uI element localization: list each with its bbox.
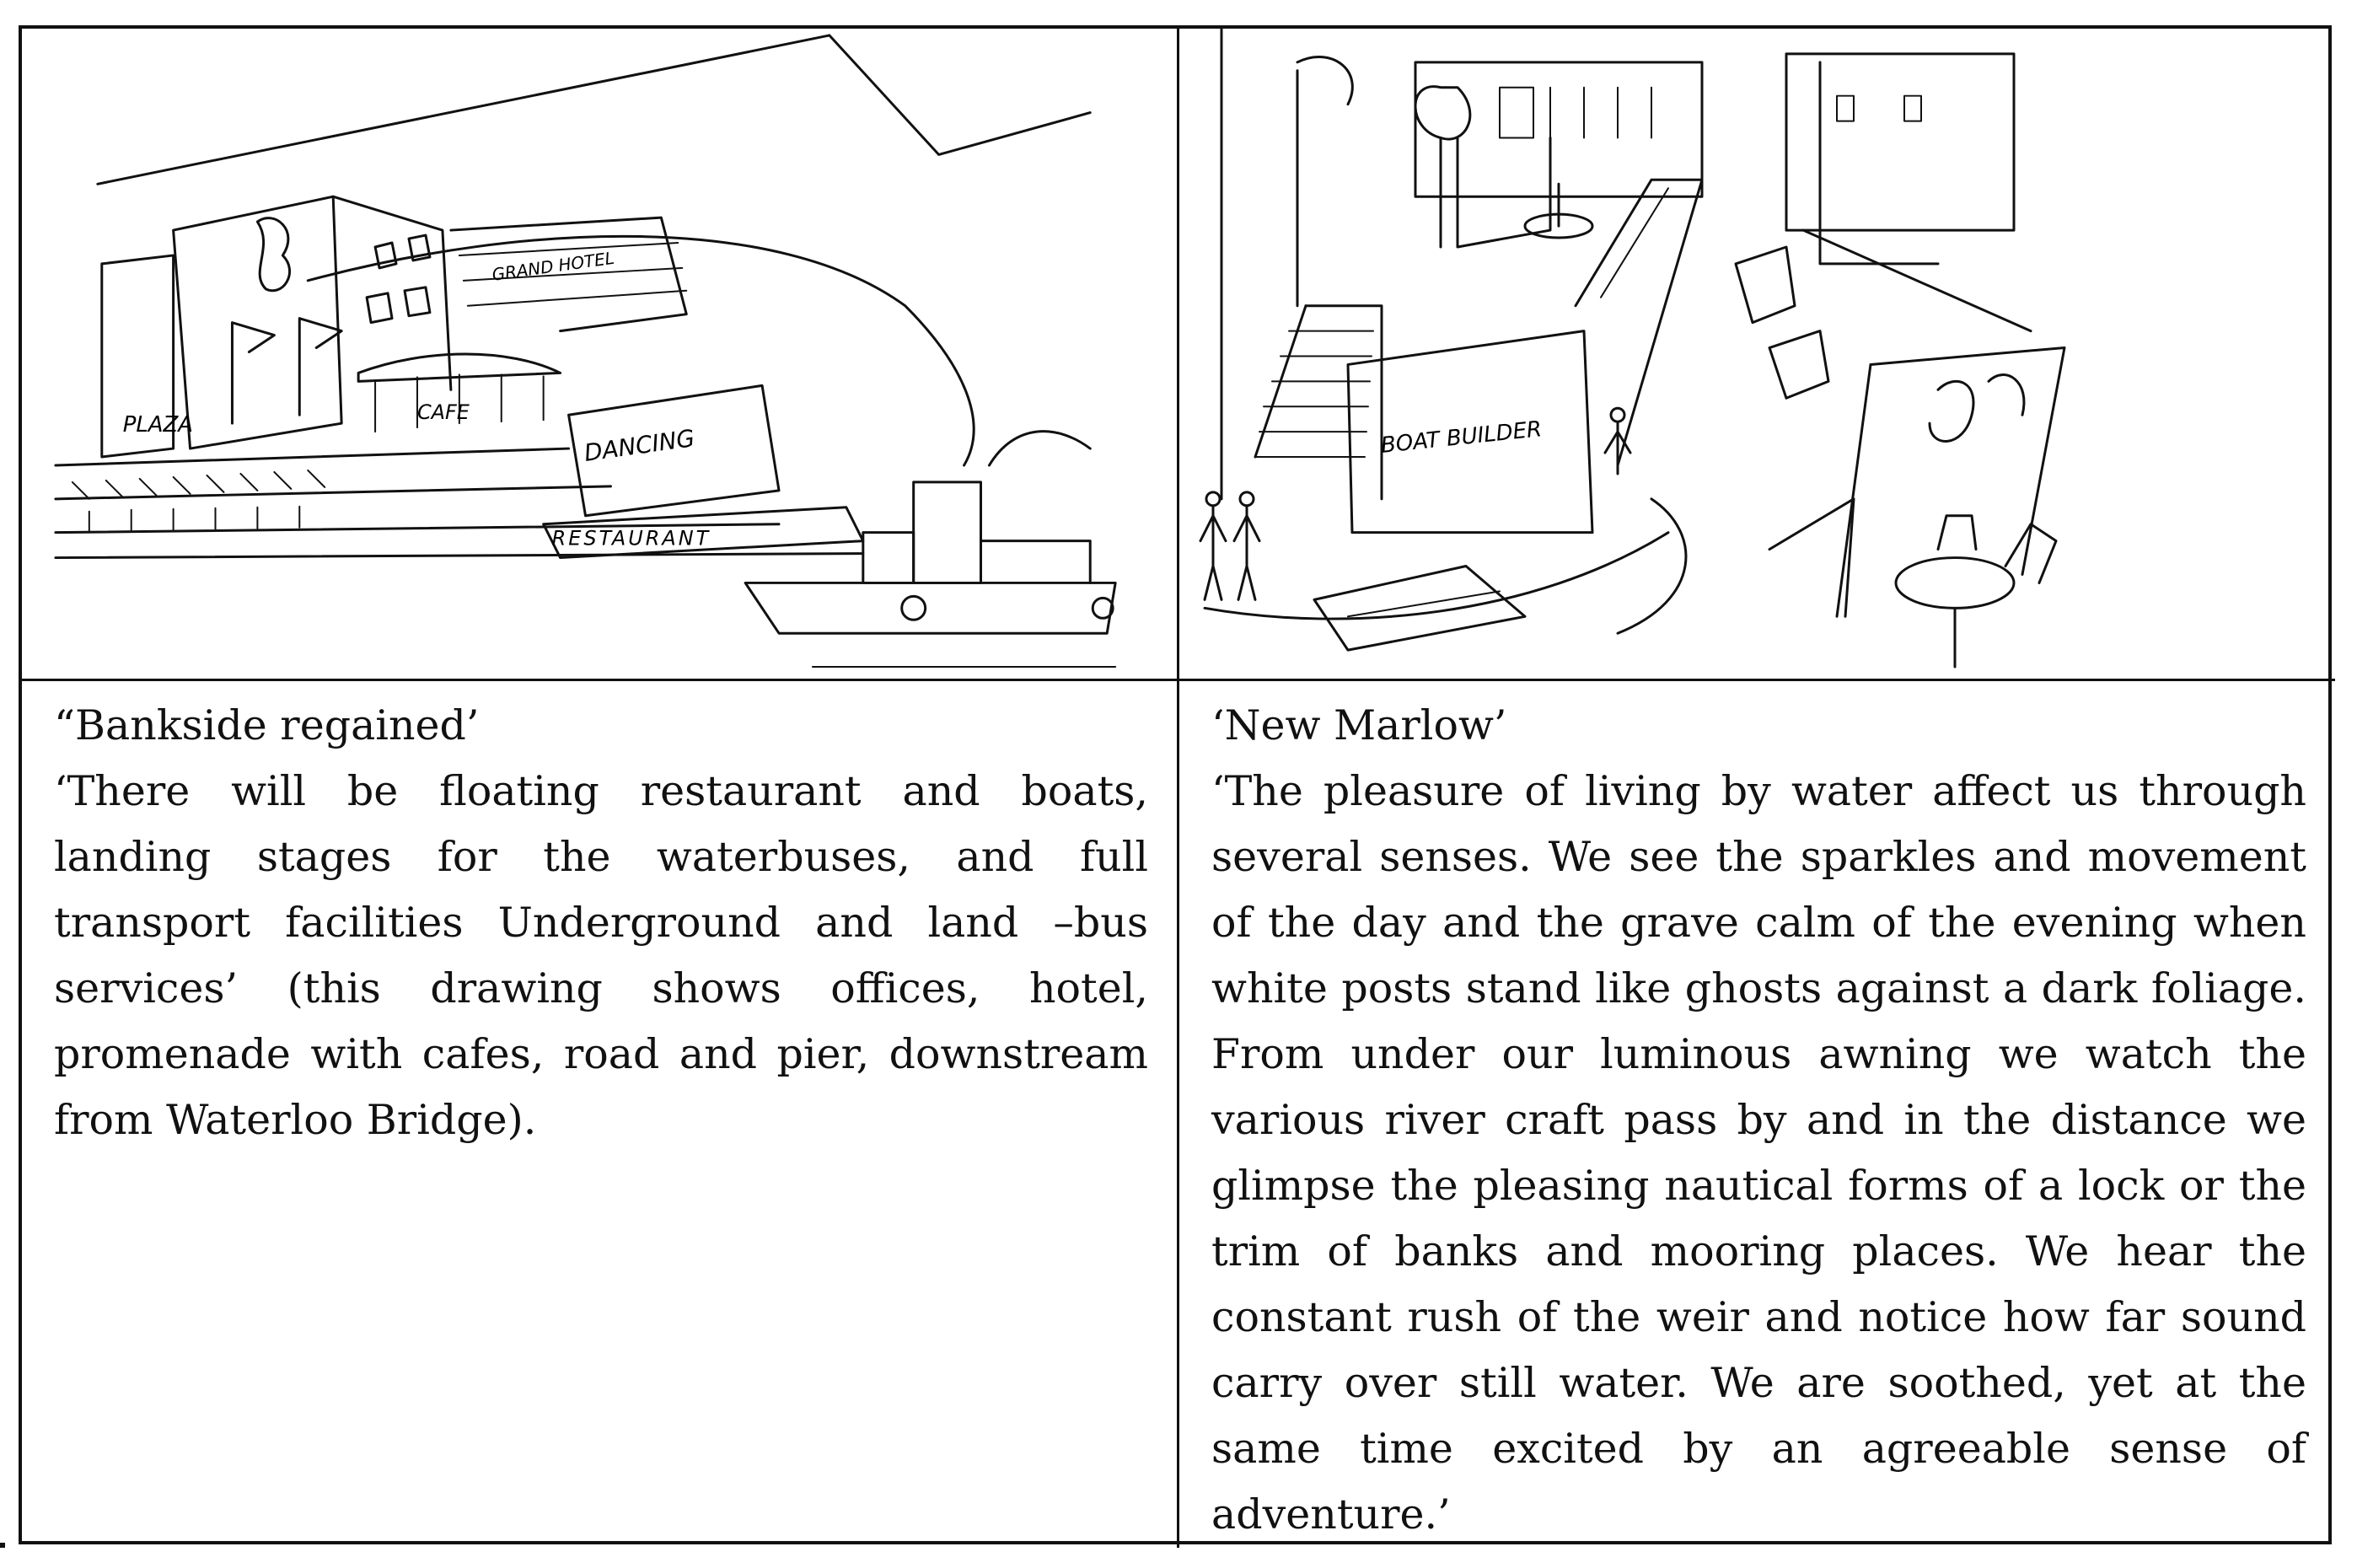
new-marlow-sketch <box>1179 29 2335 679</box>
new-marlow-caption-title: ‘New Marlow’ <box>1211 701 1507 749</box>
bankside-caption-body: ‘There will be floating restaurant and boats, landing stages for the waterbuses, and full transport facilities Underground and land –bus services’ (this drawing shows offices, hotel, promenade with cafes, road and pier, downstream from Waterloo Bridge). <box>54 767 1148 1144</box>
sketch-label-restaurant: RESTAURANT <box>551 526 711 550</box>
figure-table <box>19 25 2332 1544</box>
new-marlow-caption <box>1179 681 2335 1548</box>
sketch-label-plaza: PLAZA <box>122 412 194 438</box>
bankside-sketch-cell <box>22 29 1179 681</box>
bankside-caption <box>22 681 1177 1153</box>
bankside-sketch <box>22 29 1177 679</box>
sketch-label-cafe: CAFE <box>416 400 470 425</box>
stray-mark <box>0 1543 5 1548</box>
sketch-label-dancing: DANCING <box>582 423 697 467</box>
bankside-caption-title: “Bankside regained’ <box>54 701 480 749</box>
bankside-caption-cell <box>22 681 1179 1548</box>
new-marlow-caption-cell <box>1179 681 2335 1548</box>
new-marlow-sketch-cell <box>1179 29 2335 681</box>
sketch-label-grand-hotel: GRAND HOTEL <box>491 248 616 285</box>
sketch-label-boat-builder: BOAT BUILDER <box>1379 416 1544 459</box>
new-marlow-caption-body: ‘The pleasure of living by water affect us through several senses. We see the sparkles and movement of the day and the grave calm of the evening when white posts stand like ghosts against a dark foliage. From under our luminous awning we watch the various river craft pass by and in the distance we glimpse the pleasing nautical forms of a lock or the trim of banks and mooring places. We hear the constant rush of the weir and notice how far sound carry over still water. We are soothed, yet at the same time excited by an agreeable sense of adventure.’ <box>1211 767 2306 1538</box>
